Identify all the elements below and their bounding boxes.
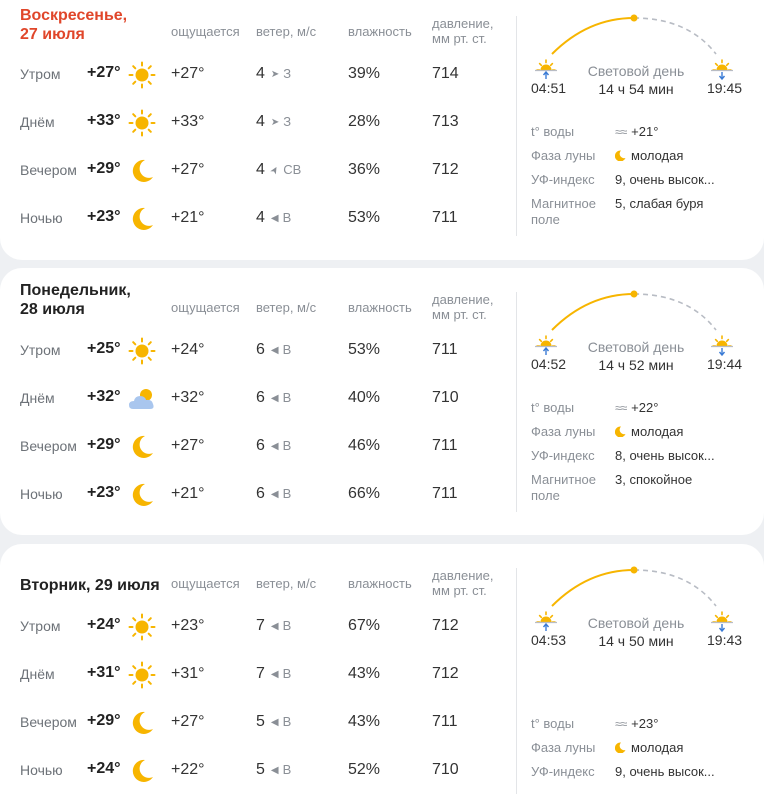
partly-cloudy-icon bbox=[128, 385, 156, 413]
moon-icon bbox=[128, 157, 156, 185]
wind-direction: З bbox=[283, 66, 292, 81]
period-label: Вечером bbox=[20, 162, 77, 178]
pressure: 710 bbox=[432, 761, 459, 778]
wind-direction: В bbox=[282, 210, 292, 225]
sun-panel bbox=[528, 562, 748, 662]
wind: 4 ➤СВ bbox=[256, 161, 302, 178]
header-feels: ощущается bbox=[171, 24, 240, 39]
period-label: Ночью bbox=[20, 486, 63, 502]
wind-direction: В bbox=[282, 486, 292, 501]
feels-like: +33° bbox=[171, 113, 205, 130]
day-card-tuesday bbox=[0, 544, 764, 804]
uv-label: УФ-индекс bbox=[531, 764, 595, 779]
daylight-label: Световой день bbox=[587, 339, 685, 355]
temperature: +29° bbox=[87, 436, 121, 453]
magnetic-label: Магнитное поле bbox=[531, 472, 596, 503]
moon-phase-icon bbox=[615, 150, 626, 161]
feels-like: +24° bbox=[171, 341, 205, 358]
wind: 6 ◀ В bbox=[256, 389, 292, 406]
sunset-time: 19:44 bbox=[707, 356, 743, 372]
humidity: 28% bbox=[348, 113, 381, 130]
wind-direction: З bbox=[283, 114, 292, 129]
period-label: Вечером bbox=[20, 438, 77, 454]
wind-direction: В bbox=[282, 438, 292, 453]
sunrise-time: 04:53 bbox=[531, 632, 567, 648]
wind-direction: СВ bbox=[283, 162, 302, 177]
header-wind: ветер, м/с bbox=[256, 24, 317, 39]
sunrise-time: 04:52 bbox=[531, 356, 567, 372]
header-feels: ощущается bbox=[171, 576, 240, 591]
water-value: ≈≈ +23° bbox=[615, 716, 659, 731]
sunset-time: 19:45 bbox=[707, 80, 743, 96]
uv-value: 9, очень высок... bbox=[615, 172, 715, 187]
feels-like: +27° bbox=[171, 65, 205, 82]
forecast-row bbox=[0, 612, 510, 642]
humidity: 43% bbox=[348, 713, 381, 730]
wind-arrow-icon: ◀ bbox=[270, 717, 279, 728]
forecast-row bbox=[0, 384, 510, 414]
header-pressure: давление, мм рт. ст. bbox=[432, 16, 494, 46]
wind: 6 ◀ В bbox=[256, 437, 292, 454]
header-wind: ветер, м/с bbox=[256, 300, 317, 315]
day-title: Понедельник, bbox=[20, 282, 131, 299]
period-label: Утром bbox=[20, 342, 61, 358]
wind-direction: В bbox=[282, 714, 292, 729]
wind-direction: В bbox=[282, 390, 292, 405]
humidity: 53% bbox=[348, 341, 381, 358]
wind-arrow-icon: ◀ bbox=[270, 393, 279, 404]
feels-like: +22° bbox=[171, 761, 205, 778]
moon-phase-icon bbox=[615, 742, 626, 753]
forecast-row bbox=[0, 60, 510, 90]
uv-label: УФ-индекс bbox=[531, 448, 595, 463]
temperature: +29° bbox=[87, 160, 121, 177]
period-label: Утром bbox=[20, 66, 61, 82]
period-label: Днём bbox=[20, 390, 55, 406]
header-humidity: влажность bbox=[348, 576, 412, 591]
moon-icon bbox=[128, 757, 156, 785]
humidity: 40% bbox=[348, 389, 381, 406]
feels-like: +27° bbox=[171, 161, 205, 178]
forecast-row bbox=[0, 660, 510, 690]
divider bbox=[516, 16, 517, 236]
forecast-row bbox=[0, 108, 510, 138]
wind: 7 ◀ В bbox=[256, 665, 292, 682]
forecast-row bbox=[0, 432, 510, 462]
moon-value: молодая bbox=[615, 148, 683, 164]
sun-panel bbox=[528, 286, 748, 386]
pressure: 712 bbox=[432, 161, 459, 178]
header-pressure: давление, мм рт. ст. bbox=[432, 568, 494, 598]
forecast-row bbox=[0, 708, 510, 738]
forecast-row bbox=[0, 336, 510, 366]
temperature: +31° bbox=[87, 664, 121, 681]
day-title: Вторник, 29 июля bbox=[20, 577, 160, 594]
pressure: 711 bbox=[432, 485, 458, 502]
moon-icon bbox=[128, 205, 156, 233]
sun-icon bbox=[128, 613, 156, 641]
period-label: Днём bbox=[20, 114, 55, 130]
magnetic-value: 5, слабая буря bbox=[615, 196, 704, 211]
sun-icon bbox=[128, 337, 156, 365]
daylight-label: Световой день bbox=[587, 63, 685, 79]
sunrise-time: 04:51 bbox=[531, 80, 567, 96]
daylight-label: Световой день bbox=[587, 615, 685, 631]
wind-arrow-icon: ◀ bbox=[270, 621, 279, 632]
water-label: t° воды bbox=[531, 124, 575, 139]
wind-arrow-icon: ◀ bbox=[270, 489, 279, 500]
wind: 5 ◀ В bbox=[256, 761, 292, 778]
magnetic-label: Магнитное поле bbox=[531, 196, 596, 227]
water-waves-icon: ≈≈ bbox=[615, 401, 627, 415]
wind-arrow-icon: ◀ bbox=[270, 669, 279, 680]
forecast-row bbox=[0, 480, 510, 510]
water-waves-icon: ≈≈ bbox=[615, 125, 627, 139]
moon-label: Фаза луны bbox=[531, 740, 596, 755]
wind-arrow-icon: ➤ bbox=[270, 117, 280, 128]
forecast-row bbox=[0, 756, 510, 786]
wind: 4 ➤ З bbox=[256, 65, 292, 82]
temperature: +24° bbox=[87, 760, 121, 777]
magnetic-value: 3, спокойное bbox=[615, 472, 693, 487]
wind: 5 ◀ В bbox=[256, 713, 292, 730]
period-label: Ночью bbox=[20, 762, 63, 778]
sun-panel bbox=[528, 10, 748, 110]
temperature: +32° bbox=[87, 388, 121, 405]
humidity: 46% bbox=[348, 437, 381, 454]
feels-like: +23° bbox=[171, 617, 205, 634]
feels-like: +21° bbox=[171, 209, 205, 226]
period-label: Вечером bbox=[20, 714, 77, 730]
temperature: +23° bbox=[87, 484, 121, 501]
pressure: 711 bbox=[432, 713, 458, 730]
wind-arrow-icon: ➤ bbox=[270, 69, 280, 80]
pressure: 711 bbox=[432, 209, 458, 226]
humidity: 39% bbox=[348, 65, 381, 82]
wind-arrow-icon: ◀ bbox=[270, 765, 279, 776]
feels-like: +27° bbox=[171, 713, 205, 730]
period-label: Ночью bbox=[20, 210, 63, 226]
daylight-value: 14 ч 50 мин bbox=[598, 633, 674, 649]
wind: 4 ◀ В bbox=[256, 209, 292, 226]
divider bbox=[516, 568, 517, 794]
uv-value: 8, очень высок... bbox=[615, 448, 715, 463]
period-label: Утром bbox=[20, 618, 61, 634]
feels-like: +21° bbox=[171, 485, 205, 502]
feels-like: +31° bbox=[171, 665, 205, 682]
moon-icon bbox=[128, 709, 156, 737]
pressure: 714 bbox=[432, 65, 459, 82]
feels-like: +27° bbox=[171, 437, 205, 454]
pressure: 712 bbox=[432, 617, 459, 634]
wind-direction: В bbox=[282, 666, 292, 681]
feels-like: +32° bbox=[171, 389, 205, 406]
wind: 4 ➤ З bbox=[256, 113, 292, 130]
water-value: ≈≈ +22° bbox=[615, 400, 659, 415]
moon-phase-icon bbox=[615, 426, 626, 437]
uv-label: УФ-индекс bbox=[531, 172, 595, 187]
humidity: 53% bbox=[348, 209, 381, 226]
temperature: +27° bbox=[87, 64, 121, 81]
day-date: 28 июля bbox=[20, 301, 85, 318]
wind-arrow-icon: ◀ bbox=[270, 345, 279, 356]
divider bbox=[516, 292, 517, 512]
temperature: +29° bbox=[87, 712, 121, 729]
forecast-row bbox=[0, 204, 510, 234]
moon-icon bbox=[128, 433, 156, 461]
forecast-row bbox=[0, 156, 510, 186]
uv-value: 9, очень высок... bbox=[615, 764, 715, 779]
daylight-value: 14 ч 52 мин bbox=[598, 357, 674, 373]
pressure: 711 bbox=[432, 437, 458, 454]
day-card-monday bbox=[0, 268, 764, 535]
pressure: 712 bbox=[432, 665, 459, 682]
temperature: +24° bbox=[87, 616, 121, 633]
sun-icon bbox=[128, 61, 156, 89]
wind-arrow-icon: ➤ bbox=[268, 164, 282, 177]
humidity: 43% bbox=[348, 665, 381, 682]
humidity: 36% bbox=[348, 161, 381, 178]
wind: 6 ◀ В bbox=[256, 341, 292, 358]
wind: 6 ◀ В bbox=[256, 485, 292, 502]
header-wind: ветер, м/с bbox=[256, 576, 317, 591]
pressure: 713 bbox=[432, 113, 459, 130]
wind-arrow-icon: ◀ bbox=[270, 213, 279, 224]
temperature: +25° bbox=[87, 340, 121, 357]
day-card-sunday bbox=[0, 0, 764, 260]
water-label: t° воды bbox=[531, 400, 575, 415]
header-pressure: давление, мм рт. ст. bbox=[432, 292, 494, 322]
day-title: Воскресенье, bbox=[20, 7, 128, 24]
water-value: ≈≈ +21° bbox=[615, 124, 659, 139]
sunset-time: 19:43 bbox=[707, 632, 743, 648]
sun-icon bbox=[128, 661, 156, 689]
wind-direction: В bbox=[282, 762, 292, 777]
wind: 7 ◀ В bbox=[256, 617, 292, 634]
wind-direction: В bbox=[282, 618, 292, 633]
wind-direction: В bbox=[282, 342, 292, 357]
header-humidity: влажность bbox=[348, 300, 412, 315]
temperature: +23° bbox=[87, 208, 121, 225]
humidity: 52% bbox=[348, 761, 381, 778]
daylight-value: 14 ч 54 мин bbox=[598, 81, 674, 97]
humidity: 67% bbox=[348, 617, 381, 634]
period-label: Днём bbox=[20, 666, 55, 682]
sun-icon bbox=[128, 109, 156, 137]
moon-value: молодая bbox=[615, 740, 683, 756]
humidity: 66% bbox=[348, 485, 381, 502]
moon-icon bbox=[128, 481, 156, 509]
pressure: 711 bbox=[432, 341, 458, 358]
moon-value: молодая bbox=[615, 424, 683, 440]
water-waves-icon: ≈≈ bbox=[615, 717, 627, 731]
wind-arrow-icon: ◀ bbox=[270, 441, 279, 452]
pressure: 710 bbox=[432, 389, 459, 406]
header-feels: ощущается bbox=[171, 300, 240, 315]
header-humidity: влажность bbox=[348, 24, 412, 39]
water-label: t° воды bbox=[531, 716, 575, 731]
temperature: +33° bbox=[87, 112, 121, 129]
day-date: 27 июля bbox=[20, 26, 85, 43]
moon-label: Фаза луны bbox=[531, 148, 596, 163]
moon-label: Фаза луны bbox=[531, 424, 596, 439]
